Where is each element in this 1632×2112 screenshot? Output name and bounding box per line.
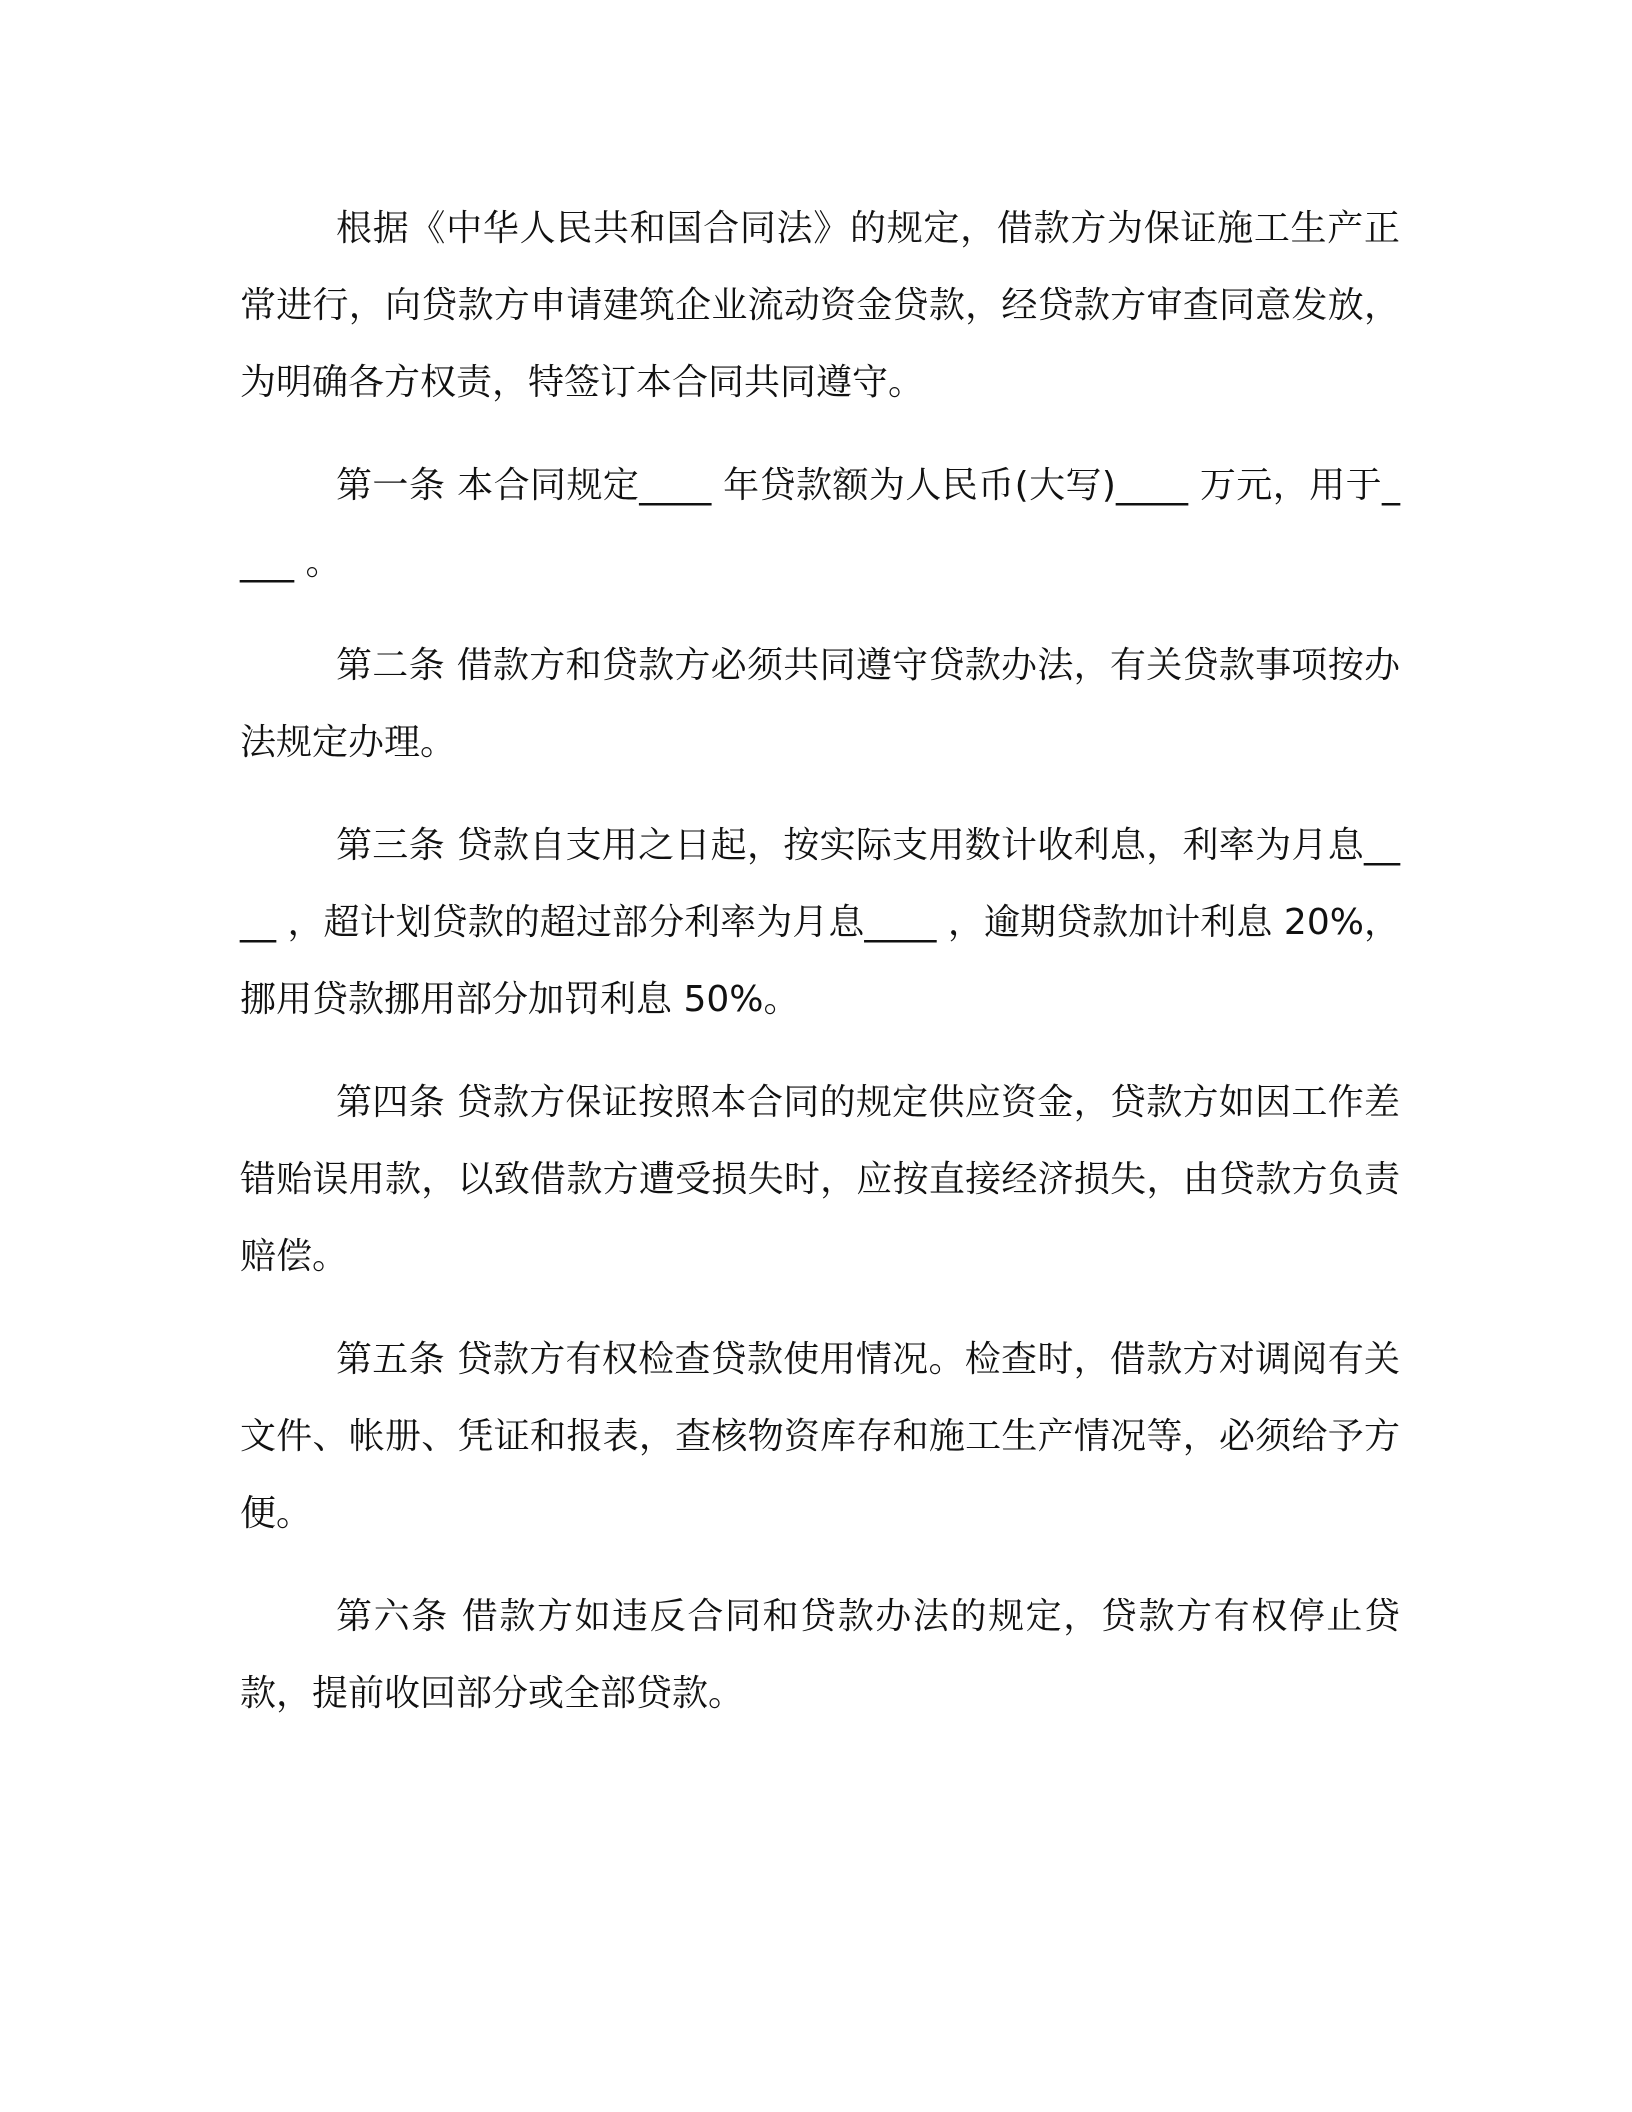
- article-6-paragraph: 第六条 借款方如违反合同和贷款办法的规定，贷款方有权停止贷款，提前收回部分或全部贷款。: [240, 1596, 1400, 1714]
- article-3-paragraph: 第三条 贷款自支用之日起，按实际支用数计收利息，利率为月息____ ，超计划贷款的超过部分利率为月息____ ，逾期贷款加计利息 20%，挪用贷款挪用部分加罚利息 50%。: [240, 825, 1400, 1020]
- article-1-paragraph: 第一条 本合同规定____ 年贷款额为人民币(大写)____ 万元，用于____ 。: [240, 465, 1400, 583]
- article-5-paragraph: 第五条 贷款方有权检查贷款使用情况。检查时，借款方对调阅有关文件、帐册、凭证和报表，查核物资库存和施工生产情况等，必须给予方便。: [240, 1339, 1400, 1534]
- article-2-paragraph: 第二条 借款方和贷款方必须共同遵守贷款办法，有关贷款事项按办法规定办理。: [240, 645, 1400, 763]
- preamble-paragraph: 根据《中华人民共和国合同法》的规定，借款方为保证施工生产正常进行，向贷款方申请建筑企业流动资金贷款，经贷款方审查同意发放，为明确各方权责，特签订本合同共同遵守。: [240, 208, 1400, 403]
- article-4-paragraph: 第四条 贷款方保证按照本合同的规定供应资金，贷款方如因工作差错贻误用款，以致借款方遭受损失时，应按直接经济损失，由贷款方负责赔偿。: [240, 1082, 1400, 1277]
- document-body: [240, 190, 1400, 1758]
